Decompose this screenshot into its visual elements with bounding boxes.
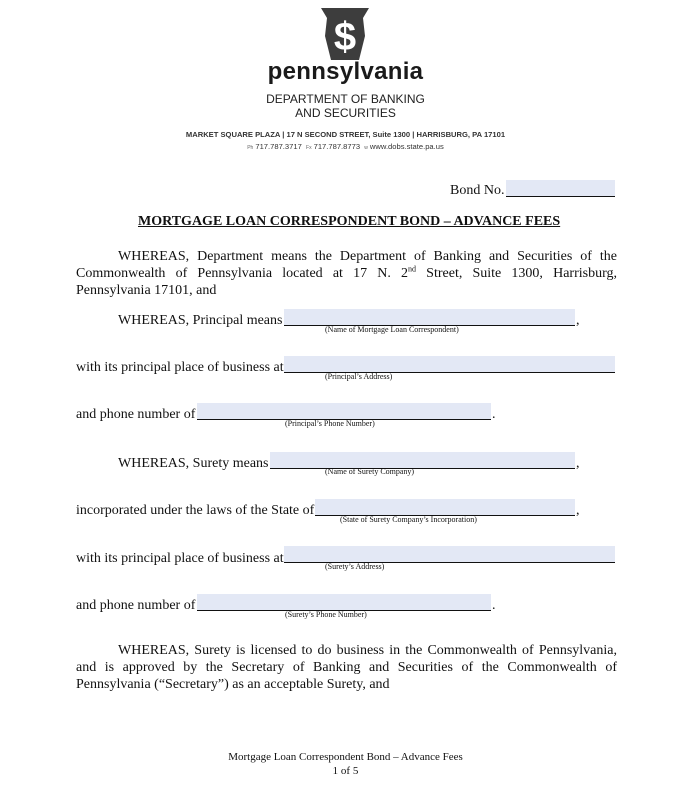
svg-text:$: $ bbox=[333, 15, 357, 59]
principal-address-field[interactable] bbox=[284, 356, 615, 373]
keystone-dollar-icon bbox=[317, 6, 373, 62]
document-title: MORTGAGE LOAN CORRESPONDENT BOND – ADVANCE FEES bbox=[138, 214, 561, 229]
surety-phone-caption: (Surety’s Phone Number) bbox=[285, 610, 367, 619]
para2-line2: and is approved by the Secretary of Banking and Securities of the Commonwealth of bbox=[76, 660, 617, 675]
whereas-department-paragraph bbox=[76, 248, 617, 299]
principal-name-field[interactable] bbox=[284, 309, 575, 326]
surety-name-trail: , bbox=[576, 456, 580, 471]
principal-name-label: WHEREAS, Principal means bbox=[118, 313, 283, 328]
bond-no-field[interactable] bbox=[506, 180, 615, 197]
surety-name-label: WHEREAS, Surety means bbox=[118, 456, 269, 471]
office-address: MARKET SQUARE PLAZA | 17 N SECOND STREET, Suite 1300 | HARRISBURG, PA 17101 bbox=[185, 130, 506, 139]
department-name-line2: AND SECURITIES bbox=[295, 106, 396, 120]
surety-phone-label: and phone number of bbox=[76, 598, 196, 613]
surety-address-label: with its principal place of business at bbox=[76, 551, 284, 566]
principal-address-caption: (Principal’s Address) bbox=[325, 372, 393, 381]
principal-name-trail: , bbox=[576, 313, 580, 328]
para2-line1: WHEREAS, Surety is licensed to do business in the Commonwealth of Pennsylvania, bbox=[118, 643, 617, 658]
web-prefix: w bbox=[364, 145, 368, 151]
surety-address-caption: (Surety’s Address) bbox=[325, 562, 385, 571]
surety-state-caption: (State of Surety Company’s Incorporation) bbox=[340, 515, 477, 524]
surety-address-field[interactable] bbox=[284, 546, 615, 563]
surety-state-label: incorporated under the laws of the State of bbox=[76, 503, 315, 518]
contact-line bbox=[0, 142, 691, 151]
principal-name-caption: (Name of Mortgage Loan Correspondent) bbox=[325, 325, 459, 334]
principal-phone-caption: (Principal’s Phone Number) bbox=[285, 419, 375, 428]
para1-line2-pre: Commonwealth of Pennsylvania located at 17 N. 2 bbox=[76, 266, 409, 281]
bond-no-label: Bond No. bbox=[450, 183, 505, 198]
phone-number: 717.787.3717 bbox=[255, 142, 302, 151]
para1-line3: Pennsylvania 17101, and bbox=[76, 283, 217, 298]
surety-state-trail: , bbox=[576, 503, 580, 518]
fax-prefix: Fx bbox=[306, 145, 312, 151]
para1-line2-post: Street, Suite 1300, Harrisburg, bbox=[416, 266, 617, 281]
surety-phone-field[interactable] bbox=[197, 594, 491, 611]
department-name-line1: DEPARTMENT OF BANKING bbox=[266, 92, 425, 106]
para1-superscript: nd bbox=[408, 264, 417, 274]
whereas-surety-licensed-paragraph bbox=[76, 642, 617, 693]
surety-state-field[interactable] bbox=[315, 499, 575, 516]
brand-name: pennsylvania bbox=[267, 58, 424, 85]
fax-number: 717.787.8773 bbox=[313, 142, 361, 151]
website: www.dobs.state.pa.us bbox=[369, 142, 444, 151]
page-number: 1 of 5 bbox=[332, 765, 359, 777]
footer-title: Mortgage Loan Correspondent Bond – Advance Fees bbox=[228, 751, 463, 763]
phone-prefix: Ph bbox=[247, 145, 254, 151]
surety-name-field[interactable] bbox=[270, 452, 575, 469]
para2-line3: Pennsylvania (“Secretary”) as an acceptable Surety, and bbox=[76, 677, 390, 692]
para1-line1: WHEREAS, Department means the Department of Banking and Securities of the bbox=[118, 249, 617, 264]
surety-name-caption: (Name of Surety Company) bbox=[325, 467, 415, 476]
surety-phone-trail: . bbox=[492, 598, 496, 613]
principal-address-label: with its principal place of business at bbox=[76, 360, 284, 375]
principal-phone-field[interactable] bbox=[197, 403, 491, 420]
principal-phone-label: and phone number of bbox=[76, 407, 196, 422]
principal-phone-trail: . bbox=[492, 407, 496, 422]
